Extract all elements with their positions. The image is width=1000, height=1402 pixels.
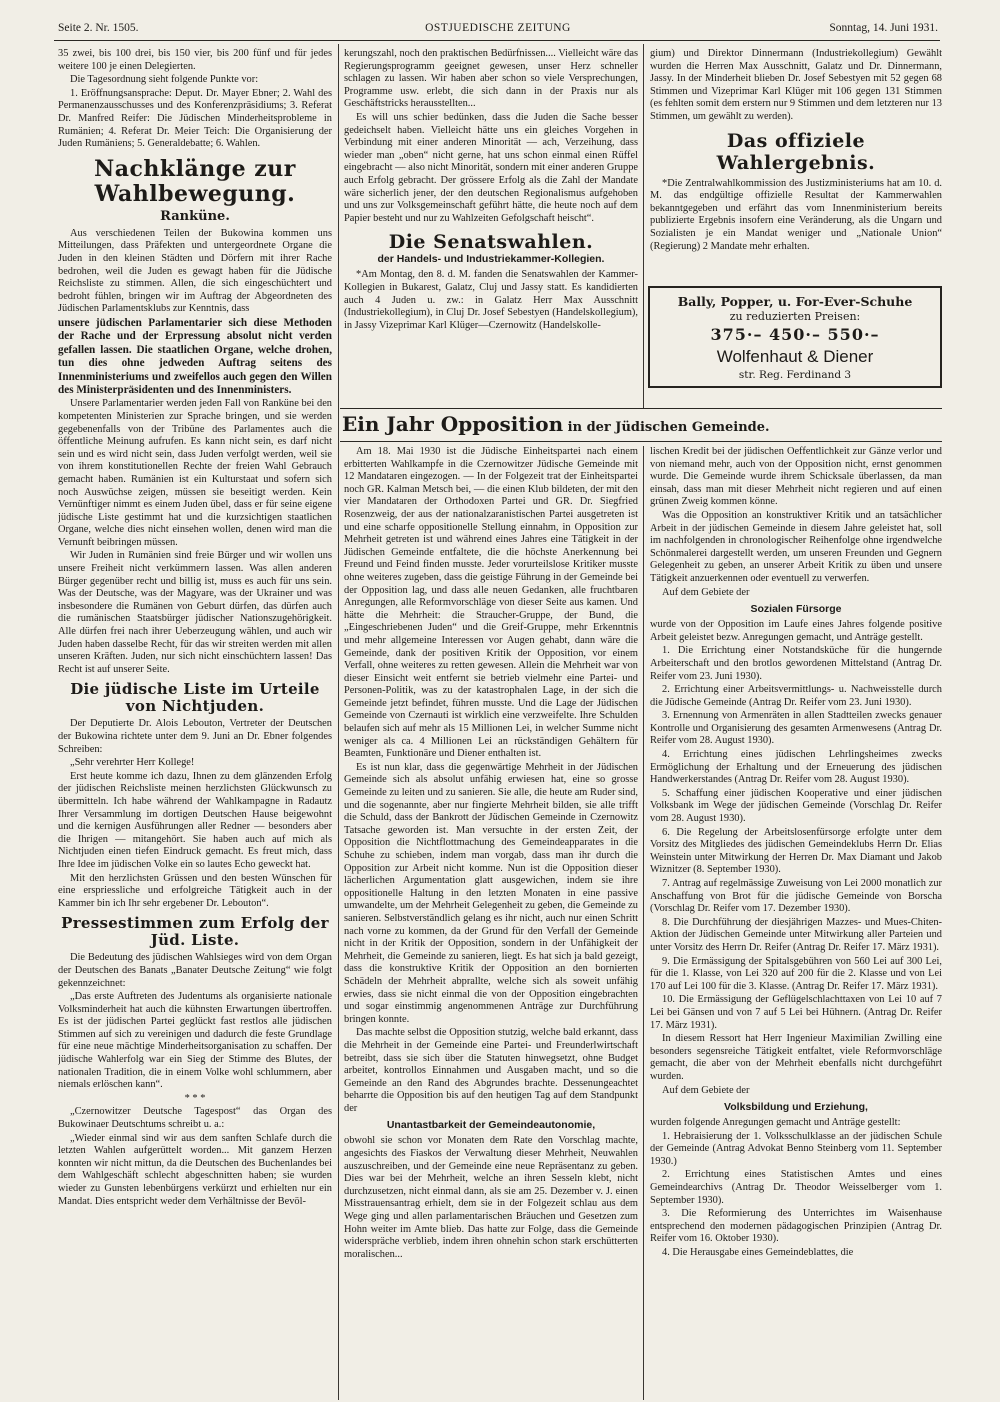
agenda-list: 1. Eröffnungsansprache: Deput. Dr. Mayer Ebner; 2. Wahl des Permanenzausschusses und des Konferenzpräsidiums; 3. Referat Dr. Manfred Reifer: Die Jüdischen Minderheitsprobleme in Rumänien; 4. Referat Dr. Meier Teich: Die Organisierung der Juden Rumäniens; 5. Generaldebatte; 6. Wahlen. — [58, 87, 332, 150]
column-4 — [344, 446, 638, 1400]
banner-rule-top — [340, 408, 942, 409]
paragraph: Auf dem Gebiete der — [662, 586, 750, 598]
headline-nachklaenge: Nachklänge zur Wahlbewegung. — [94, 155, 296, 207]
section-heading-volksbildung: Volksbildung und Erziehung, — [724, 1101, 868, 1114]
list-item: 4. Errichtung eines jüdischen Lehrlingsheimes zwecks Ermöglichung der Erhaltung und der Erneuerung des jüdischen Handwerkerstandes (Antrag Dr. Reifer vom 28. August 1930). — [650, 749, 942, 786]
paragraph: kerungszahl, noch den praktischen Bedürfnissen.... Vielleicht wäre das Regierungsprogramm geeignet gewesen, unser Herz schneller schlagen zu lassen. Wir haben aber schon so viele Versprechungen, Programme usw. erlebt, die sich dann in der Praxis nur als Geschäftstricks herausstellten... — [344, 48, 638, 110]
ad-shop-name: Wolfenhaut & Diener — [716, 347, 874, 366]
headline-ein-jahr-opposition — [342, 410, 942, 440]
column-2 — [344, 48, 638, 406]
headline-senatswahlen: Die Senatswahlen. — [388, 231, 594, 254]
separator-stars: * * * — [184, 1092, 206, 1104]
letter-closing: Mit den herzlichsten Grüssen und den besten Wünschen für eine erspriessliche und erfolgreiche Tätigkeit auch in der Kammer bin ich Ihr sehr ergebener Dr. Lebouton“. — [58, 872, 332, 909]
letter-salutation: „Sehr verehrter Herr Kollege! — [70, 757, 195, 769]
issue-date: Sonntag, 14. Juni 1931. — [829, 22, 938, 34]
paragraph: 35 zwei, bis 100 drei, bis 150 vier, bis 200 fünf und für jedes weitere 100 je einen Delegierten. — [58, 48, 332, 72]
list-item: 2. Errichtung einer Arbeitsvermittlungs- u. Nachweisstelle durch die Jüdische Gemeinde (Antrag Dr. Reifer vom 23. Juni 1930). — [650, 684, 942, 708]
paragraph: Die Bedeutung des jüdischen Wahlsieges wird von dem Organ der Deutschen des Banats „Banater Deutsche Zeitung“ wie folgt gekennzeichnet: — [58, 952, 332, 989]
page-number: Seite 2. Nr. 1505. — [58, 22, 139, 34]
column-1 — [58, 48, 332, 1400]
newspaper-title: OSTJUEDISCHE ZEITUNG — [425, 22, 571, 34]
list-item: 4. Die Herausgabe eines Gemeindeblattes, die — [662, 1247, 854, 1259]
headline-pressestimmen: Pressestimmen zum Erfolg der Jüd. Liste. — [61, 914, 329, 950]
paragraph: wurde von der Opposition im Laufe eines Jahres folgende positive Arbeit geleistet bezw. Anregungen gemacht, und Anträge gestellt. — [650, 619, 942, 643]
paragraph: In diesem Ressort hat Herr Ingenieur Maximilian Zwilling eine besonders segensreiche Tätigkeit entfaltet, viele Reformvorschläge gemacht, die aber von der Mehrheit ebenfalls nicht durchgeführt wurden. — [650, 1033, 942, 1082]
list-item: 3. Ernennung von Armenräten in allen Stadtteilen zwecks genauer Kontrolle und Organisierung des gesamten Armenwesens (Antrag Dr. Reifer vom 28. August 1930). — [650, 710, 942, 747]
paragraph: *Die Zentralwahlkommission des Justizministeriums hat am 10. d. M. das endgültige offizielle Resultat der Kammerwahlen bekanntgegeben und erfährt das vom Innenministerium bereits publizierte Ergebnis insofern eine Veränderung, als die Ungarn und Sozialisten je ein Mandat weniger und „Nationale Union“ (Regierung) 2 Mandate mehr erhalten. — [650, 177, 942, 252]
paragraph: „Czernowitzer Deutsche Tagespost“ das Organ des Bukowinaer Deutschtums schreibt u. a.: — [58, 1106, 332, 1131]
paragraph: Auf dem Gebiete der — [662, 1084, 750, 1096]
shoe-advertisement — [648, 286, 942, 388]
paragraph: Wir Juden in Rumänien sind freie Bürger und wir wollen uns unsere Freiheit nicht verkümmern lassen. Was allen anderen Bürger gegenüber recht und billig ist, muss es auch für uns sein. Was der Deutsche, was der Magyare, was der Ukrainer und was insbesondere die Rumänen von Geburt dürfen, das dürfen auch die rumänischen Staatsbürger jüdischer Nationszugehörigkeit. Alle dürfen frei nach ihrer Ueberzeugung wählen, und auch wir Juden haben dasselbe Recht, für das wir streiten werden mit allen unseren Kräften. Juden, nur sich nicht einschüchtern lassen! Das Recht ist auf unserer Seite. — [58, 550, 332, 675]
list-item: 10. Die Ermässigung der Geflügelschlachttaxen von Lei 10 auf 7 Lei bei Gänsen und von 7 auf 5 Lei bei Hühnern. (Antrag Dr. Reifer 17. März 1931). — [650, 994, 942, 1031]
paragraph: obwohl sie schon vor Monaten dem Rate den Vorschlag machte, angesichts des Fiaskos der Verwaltung dieser Mehrheit, Neuwahlen auszuschreiben, und der Gemeinde eine neue Repräsentanz zu geben. Dies war bei der Mehrheit, welche an ihren Sesseln klebt, nicht durchzusetzen, nicht einmal dann, als sie am 25. Dezember v. J. einen Misstrauensantrag erhielt, dem sie in der Folgezeit schlau aus dem Wege ging und allen parlamentarischen Bräuchen und Gesetzen zum Hohn weiter im Amte blieb. Das hatte zur Folge, dass die Gemeinde widerspräche verblieb, indem ihren ohnehin schon stark erschütterten moralischen... — [344, 1135, 638, 1260]
column-3 — [650, 48, 942, 282]
list-item: 6. Die Regelung der Arbeitslosenfürsorge erfolgte unter dem Vorsitz des Mitgliedes des jüdischen Gemeindeklubs Herrn Dr. Elias Weinstein unter Mitwirkung der Herren Dr. Max Diamant und Jakob Wiznitzer (8. September 1930). — [650, 826, 942, 876]
headline-juedische-liste: Die jüdische Liste im Urteile von Nichtjuden. — [70, 680, 320, 716]
banner-tail: in der Jüdischen Gemeinde. — [563, 420, 770, 435]
paragraph: Was die Opposition an konstruktiver Kritik und an tatsächlicher Arbeit in der jüdischen Gemeinde in diesem Jahre geleistet hat, soll im nachfolgenden in chronologischer Reihenfolge ohne irgendwelche Schönmalerei dargestellt werden, um unseren Freunden und Gegnern Gelegenheit zu geben, an unserer Arbeit Kritik zu üben und unsere Tätigkeit anzuerkennen oder eventuell zu verwerfen. — [650, 509, 942, 584]
list-item: 1. Die Errichtung einer Notstandsküche für die hungernde Arbeiterschaft und den brotlos gewordenen Mittelstand (Antrag Dr. Reifer vom 23. Juni 1930). — [650, 645, 942, 682]
letter-body: Erst heute komme ich dazu, Ihnen zu dem glänzenden Erfolg der jüdischen Reichsliste meinen herzlichsten Glückwunsch zu übermitteln. Ich habe während der Wahlkampagne in Radautz Ihrer Versammlung im dortigen Deutschen Hause beigewohnt und die kernigen Ausführungen aller Redner — besonders aber die Ihrigen — mitangehört. Sie haben auch auf mich als Nichtjuden einen tiefen Eindruck gemacht. Es freut mich, dass Ihre Idee im jüdischen Volke ein so lautes Echo geweckt hat. — [58, 770, 332, 870]
banner-rule-bottom — [340, 441, 942, 442]
quote: „Das erste Auftreten des Judentums als organisierte nationale Volksminderheit hat auch die kühnsten Erwartungen übertroffen. Es ist der jüdischen Partei geglückt fast restlos alle jüdischen Stimmen auf sich zu vereinigen und dadurch die feste Grundlage für eine neue mächtige Minderheitsorganisation zu schaffen. Der jüdische Wahlerfolg war ein Sieg der Stimme des Blutes, der nationalen Tradition, die in einem Volke wohl schlummern, aber niemals erlöschen kann“. — [58, 991, 332, 1091]
column-5 — [650, 446, 942, 1400]
paragraph: wurden folgende Anregungen gemacht und Anträge gestellt: — [650, 1117, 901, 1129]
subheadline-kollegien: der Handels- und Industriekammer-Kollegien. — [377, 253, 605, 266]
list-item: 3. Die Reformierung des Unterrichtes im Waisenhause entsprechend den modernen pädagogischen Prinzipien (Antrag Dr. Reifer vom 16. Oktober 1930). — [650, 1208, 942, 1245]
list-item: 9. Die Ermässigung der Spitalsgebühren von 560 Lei auf 300 Lei, für die 1. Klasse, von Lei 320 auf 200 für die 2. Klasse und von Lei 170 auf Lei 100 für die 3. Klasse. (Antrag Dr. Reifer 17. März 1931). — [650, 955, 942, 992]
list-item: 1. Hebraisierung der 1. Volksschulklasse an der jüdischen Schule der Gemeinde (Antrag Advokat Benno Steinberg vom 11. September 1930.) — [650, 1130, 942, 1167]
ad-address: str. Reg. Ferdinand 3 — [738, 369, 852, 381]
ad-subtitle: zu reduzierten Preisen: — [729, 310, 861, 323]
headline-wahlergebnis: Das offiziele Wahlergebnis. — [716, 129, 876, 174]
paragraph: Es will uns schier bedünken, dass die Juden die Sache besser gedeichselt haben. Vielleicht hätte uns ein gleiches Vorgehen in Verbindung mit einer anderen Minorität — ach, Verzeihung, dass wieder man „oben“ nicht gerne, hat uns schon einmal einen Rüffel eingebracht — also nicht Minorität, sondern mit einer anderen Gruppe auch Erfolg gebracht. Der grössere Erfolg als die Zahl der Mandate wäre sicherlich jener, der den deutschen Regionalismus aufgehoben und uns zur Volksgemeinschaft geführt hätte, die heute noch auf dem Papier besteht und nur zu Wahlzeiten Gefolgschaft heischt“. — [344, 111, 638, 224]
subheadline-rankuene: Rankünе. — [160, 208, 230, 224]
quote: „Wieder einmal sind wir aus dem sanften Schlafe durch die letzten Wahlen aufgerüttelt worden... Mit ganzem Herzen konnten wir nicht mittun, da die Deutschen des Buchenlandes bei dem Wahlgeschäft schlecht abgeschnitten haben; sie wurden wieder zu Gunsten lebenbürgens verkürzt und erhielten nur ein Mandat. Dies entspricht weder dem Verhältnisse der Bevöl- — [58, 1132, 332, 1207]
column-divider-3 — [643, 446, 644, 1400]
paragraph: Am 18. Mai 1930 ist die Jüdische Einheitspartei nach einem erbitterten Wahlkampfe in die Czernowitzer Jüdische Gemeinde mit 12 Mandataren eingezogen. — In der Folgezeit trat der Einheitspartei noch GR. Kalman Metsch bei, — die einen Klub bildeten, der mit den vier Mandataren der Orthodoxen Partei und GR. Dr. Siegfried Rosenzweig, der aus der nationalzaranistischen Partei ausgetreten ist und eine scharfe oppositionelle Stellung einnahm, in Opposition zur Mehrheit getreten ist und während eines Jahres eine Tätigkeit in der Jüdischen Gemeinde entfaltete, die die höchste Anerkennung bei Freund und Feind finden musste. Jeder vorurteilslose Kritiker musste ohne weiteres zugeben, dass die geistige Führung in der Gemeinde bei der Opposition lag, und dass alle neuen Gedanken, alle fruchtbaren Anregungen, alle Reformvorschläge von dieser Seite aus kamen. Und hätte die Mehrheit: die Straucher-Gruppe, der Bund, die „Eingeschriebenen Juden“ und die Greif-Gruppe, mehr Erkenntnis und mehr allgemeine Interessen vor Augen gehabt, dann wäre die Gemeinde, dank der positiven Kritik der Opposition, vor einem Verfall, ohne weiteres zu retten gewesen. Allein die Mehrheit war von dieser Einsicht weit entfernt sie betrieb vielmehr eine Partei- und Personen-Politik, was zu der katastrophalen Lage, in der sich die Gemeinde jetzt befindet, führen musste. Und die Lage der Jüdischen Gemeinde von Czernauti ist wirklich eine verzweifelte. Ihre Schulden belaufen sich auf mehr als 15 Millionen Lei, in welcher Summe nicht weniger als ca. 4 Millionen Lei an rückständigen Gehältern für Beamten, Funktionäre und Diener enthalten ist. — [344, 446, 638, 760]
page-header — [58, 22, 938, 40]
banner-main: Ein Jahr Opposition — [342, 412, 564, 436]
paragraph: gium) und Direktor Dinnermann (Industriekollegium) Gewählt wurden die Herren Max Ausschnitt, Galatz und Dr. Dinnermann, Jassy. In der Minderheit blieben Dr. Josef Sebestyen mit 52 gegen 68 Stimmen und Vizeprimar Karl Klüger mit 106 gegen 131 Stimmen (es fehlten somit dem erstern nur 9 Stimmen und dem letzteren nur 13 Stimmen, um gewählt zu werden). — [650, 48, 942, 122]
column-divider-1 — [338, 44, 339, 1400]
paragraph: Die Tagesordnung sieht folgende Punkte vor: — [70, 74, 259, 86]
paragraph: Unsere Parlamentarier werden jeden Fall von Rankünе bei den kompetenten Ministerien zur Sprache bringen, und sie werden gegebenenfalls von der Tribüne des Parlamentes auch die öffentliche Meinung aufrufen. Es kann nicht sein, es darf nicht sein und es wird nicht sein, dass Juden verfolgt werden, weil sie von ihrem konstitutionellen Rechte der freien Wahl Gebrauch gemacht haben. Rumänien ist ein Kulturstaat und sofern sich noch Auswüchse zeigen, müssen sie beseitigt werden. Kein Vernünftiger nimmt es einem Juden übel, dass er für seine eigene jüdische Liste gestimmt hat und die kurzsichtigen staatlichen Organe, welche dies nicht einsehen wollen, denen wird man die Vernunft beibringen müssen. — [58, 398, 332, 548]
paragraph: *Am Montag, den 8. d. M. fanden die Senatswahlen der Kammer-Kollegien in Bukarest, Galatz, Cluj und Jassy statt. Es kandidierten auch 4 Juden u. zw.: in Galatz Herr Max Ausschnitt (Industriekollegium), in Cluj Dr. Josef Sebestyen (Handelskollegium), in Jassy Vizeprimar Karl Klüger—Czernowitz (Handelskolle- — [344, 269, 638, 331]
ad-brands: Bally, Popper, u. For-Ever-Schuhe — [677, 294, 913, 309]
paragraph: Es ist nun klar, dass die gegenwärtige Mehrheit in der Jüdischen Gemeinde sich als absolut unfähig erwiesen hat, eine so grosse Gemeinde zu leiten und zu sanieren. Sie alle, die heute am Ruder sind, und die sogenannte, aber nur fingierte Mehrheit bilden, sie alle trifft die Schuld, dass der Bankrott der Jüdischen Gemeinde in Czernowitz Tatsache geworden ist. Man versuchte in der ersten Zeit, der Opposition die Nichtflottmachung des Gemeindeapparates in die Schuhe zu schieben, indem man vorgab, dass man ihr durch die Opposition zur Arbeit nicht komme. Nun ist die Opposition dieser lächerlichen Argumentation glatt ausgewichen, indem sie ihre oppositionelle Haltung in den letzten Monaten in eine passive umwandelte, um der Mehrheit Gelegenheit zu geben, die Gemeinde zu sanieren. Selbstverständlich gelang es ihr nicht, auch nur einen Schritt nach vorne zu kommen, da der Grund für den Verfall der Gemeinde nicht in der Kritik der Opposition, sondern in der Unfähigkeit der Mehrheit, die Gemeinde zu sanieren, liegt. Es hat sich ja bald gezeigt, dass die konstruktive Kritik der Opposition an den bornierten Schädeln der Mehrheit abprallte, welche sich als soweit unfähig erwies, dass sie nicht einmal die von der Opposition eingebrachten und sogar einstimmig angenommenen Anträge zur Durchführung bringen konnte. — [344, 761, 638, 1025]
list-item: 8. Die Durchführung der diesjährigen Mazzes- und Mues-Chiten-Aktion der Jüdischen Gemeinde unter Mitwirkung aller Parteien und unter Vorsitz des Herrn Dr. Reifer (Antrag Dr. Reifer 17. März 1931). — [650, 916, 942, 953]
paragraph: Aus verschiedenen Teilen der Bukowina kommen uns Mitteilungen, dass Präfekten und untergeordnete Organe die Juden in den kleinen Städten und Dörfern mit ihrer Rache bedrohen, weil die Juden es gewagt haben für die Jüdische Reichsliste zu stimmen. Allen, die sich eingeschüchtert und bedroht fühlen, bringen wir im Auftrag der Abgeordneten des Jüdischen Parlamentsklubs zur Kenntnis, dass — [58, 227, 332, 315]
list-item: 7. Antrag auf regelmässige Zuweisung von Lei 2000 monatlich zur Anschaffung von Brot für die jüdische Gemeinde von Borscha (Vorschlag Dr. Reifer vom 17. Dezember 1930). — [650, 878, 942, 915]
section-heading-autonomie: Unantastbarkeit der Gemeindeautonomie, — [386, 1119, 596, 1132]
column-divider-2 — [643, 44, 644, 408]
ad-prices: 375·– 450·– 550·– — [710, 325, 880, 344]
paragraph: lischen Kredit bei der jüdischen Oeffentlichkeit zur Gänze verlor und von niemand mehr, auch von der Opposition nicht, ernst genommen wurde. Die Gemeinde wurde ihrem Schicksale überlassen, da man einsah, dass man mit dieser Mehrheit nicht regieren und auf einen grünen Zweig kommen könne. — [650, 446, 942, 508]
paragraph: Der Deputierte Dr. Alois Lebouton, Vertreter der Deutschen der Bukowina richtete unter dem 9. Juni an Dr. Ebner folgendes Schreiben: — [58, 718, 332, 755]
bold-statement: unsere jüdischen Parlamentarier sich diese Methoden der Rache und der Erpressung absolut nicht verden gefallen lassen. Die staatlichen Organe, welche drohen, tun dies ohne jedweden Auftrag seitens des Innenministeriums und zweifellos auch gegen den Willen des Ministerpräsidenten und des Innenministers. — [58, 316, 332, 396]
list-item: 2. Errichtung eines Statistischen Amtes und eines Gemeindearchivs (Antrag Dr. Theodor Weisselberger vom 1. September 1930). — [650, 1169, 942, 1206]
paragraph: Das machte selbst die Opposition stutzig, welche bald erkannt, dass die Mehrheit in der Gemeinde eine Partei- und Freunderlwirtschaft betreibt, dass sie sich über die Statuten hinwegsetzt, ohne Budget arbeitet, kontrollos Einnahmen und Ausgaben macht, und so die Gemeinde an den Rand des Abgrundes brachte. Dessenungeachtet beharrte die Opposition bis auf den heutigen Tag auf dem Standpunkt der — [344, 1027, 638, 1114]
header-rule — [54, 40, 940, 41]
section-heading-fuersorge: Sozialen Fürsorge — [750, 603, 842, 616]
list-item: 5. Schaffung einer jüdischen Kooperative und einer jüdischen Volksbank im Wege der jüdischen Gemeinde (Vorschlag Dr. Reifer vom 28. August 1930). — [650, 787, 942, 825]
